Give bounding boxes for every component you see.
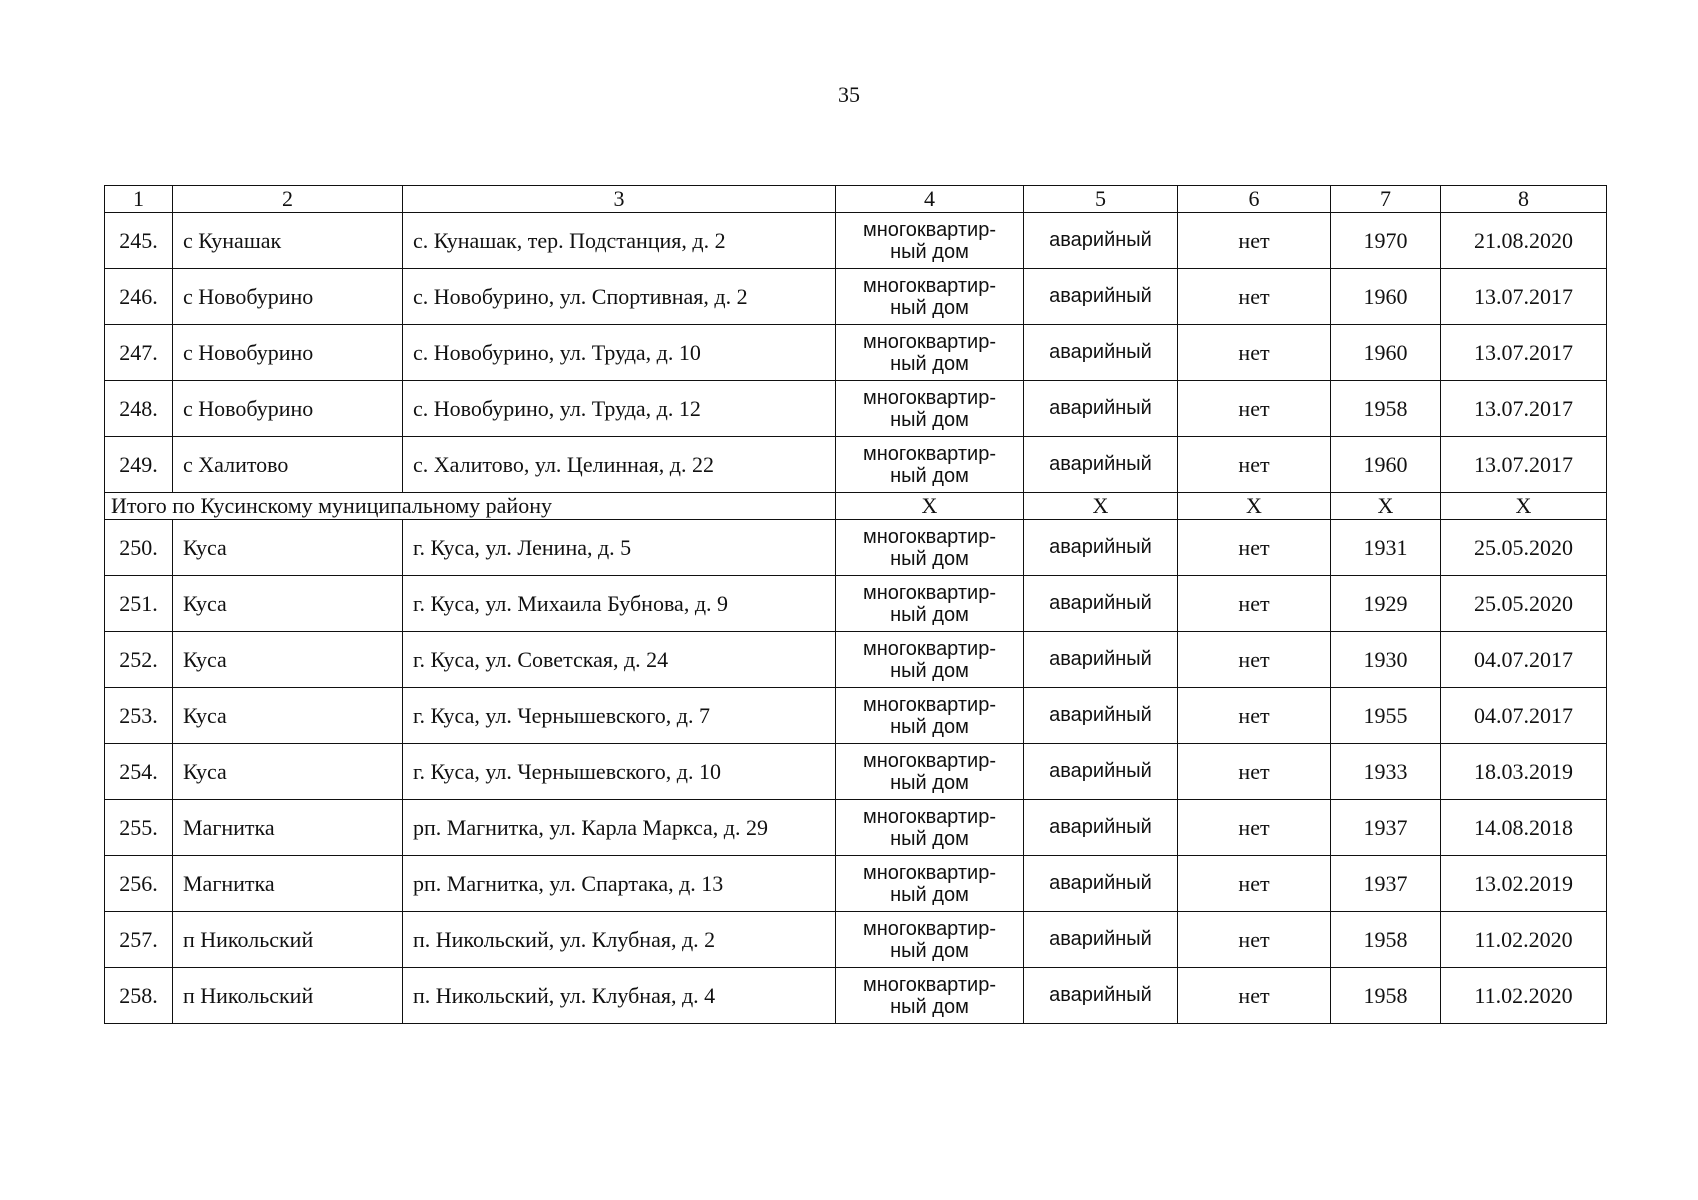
decision-date: 13.07.2017 xyxy=(1441,381,1607,437)
row-number: 247. xyxy=(105,325,173,381)
subtotal-label: Итого по Кусинскому муниципальному району xyxy=(105,493,836,520)
house-address: г. Куса, ул. Чернышевского, д. 10 xyxy=(403,744,836,800)
decision-date: 25.05.2020 xyxy=(1441,576,1607,632)
building-type xyxy=(836,968,1024,1024)
building-type-line-2: ный дом xyxy=(890,715,969,738)
building-type xyxy=(836,520,1024,576)
house-address: г. Куса, ул. Чернышевского, д. 7 xyxy=(403,688,836,744)
building-type-line-2: ный дом xyxy=(890,827,969,850)
subtotal-mark: X xyxy=(1024,493,1178,520)
building-type-line-2: ный дом xyxy=(890,995,969,1018)
flag-value: нет xyxy=(1178,213,1331,269)
house-address: с. Новобурино, ул. Труда, д. 10 xyxy=(403,325,836,381)
settlement-name: с Новобурино xyxy=(173,325,403,381)
settlement-name: с Халитово xyxy=(173,437,403,493)
house-address: с. Новобурино, ул. Спортивная, д. 2 xyxy=(403,269,836,325)
building-type xyxy=(836,800,1024,856)
house-address: с. Кунашак, тер. Подстанция, д. 2 xyxy=(403,213,836,269)
building-type-line-2: ный дом xyxy=(890,883,969,906)
row-number: 256. xyxy=(105,856,173,912)
build-year: 1960 xyxy=(1331,269,1441,325)
flag-value: нет xyxy=(1178,576,1331,632)
flag-value: нет xyxy=(1178,968,1331,1024)
building-type-line-1: многоквартир- xyxy=(863,637,996,660)
table-row xyxy=(105,213,1607,269)
condition-status: аварийный xyxy=(1024,800,1178,856)
row-number: 254. xyxy=(105,744,173,800)
building-type-line-1: многоквартир- xyxy=(863,274,996,297)
building-type xyxy=(836,632,1024,688)
house-address: рп. Магнитка, ул. Спартака, д. 13 xyxy=(403,856,836,912)
table-row xyxy=(105,800,1607,856)
table-row xyxy=(105,744,1607,800)
column-number-2: 2 xyxy=(173,186,403,213)
building-type-line-1: многоквартир- xyxy=(863,861,996,884)
condition-status: аварийный xyxy=(1024,213,1178,269)
flag-value: нет xyxy=(1178,744,1331,800)
settlement-name: Магнитка xyxy=(173,800,403,856)
settlement-name: п Никольский xyxy=(173,968,403,1024)
building-type-line-1: многоквартир- xyxy=(863,386,996,409)
building-type-line-2: ный дом xyxy=(890,240,969,263)
house-address: г. Куса, ул. Советская, д. 24 xyxy=(403,632,836,688)
table-row xyxy=(105,381,1607,437)
building-type-line-1: многоквартир- xyxy=(863,442,996,465)
flag-value: нет xyxy=(1178,520,1331,576)
building-type xyxy=(836,912,1024,968)
table-row xyxy=(105,688,1607,744)
row-number: 246. xyxy=(105,269,173,325)
decision-date: 14.08.2018 xyxy=(1441,800,1607,856)
building-type-line-2: ный дом xyxy=(890,296,969,319)
condition-status: аварийный xyxy=(1024,856,1178,912)
table-row xyxy=(105,437,1607,493)
building-type-line-2: ный дом xyxy=(890,939,969,962)
settlement-name: Куса xyxy=(173,632,403,688)
condition-status: аварийный xyxy=(1024,269,1178,325)
building-type xyxy=(836,688,1024,744)
condition-status: аварийный xyxy=(1024,325,1178,381)
decision-date: 04.07.2017 xyxy=(1441,632,1607,688)
building-type-line-1: многоквартир- xyxy=(863,749,996,772)
flag-value: нет xyxy=(1178,632,1331,688)
page-number: 35 xyxy=(838,82,860,107)
building-type-line-2: ный дом xyxy=(890,771,969,794)
settlement-name: Куса xyxy=(173,688,403,744)
building-type-line-1: многоквартир- xyxy=(863,218,996,241)
flag-value: нет xyxy=(1178,800,1331,856)
settlement-name: с Новобурино xyxy=(173,269,403,325)
table-body xyxy=(105,213,1607,1024)
decision-date: 13.07.2017 xyxy=(1441,269,1607,325)
build-year: 1970 xyxy=(1331,213,1441,269)
table-row xyxy=(105,856,1607,912)
building-type-line-1: многоквартир- xyxy=(863,525,996,548)
row-number: 250. xyxy=(105,520,173,576)
column-number-3: 3 xyxy=(403,186,836,213)
build-year: 1958 xyxy=(1331,381,1441,437)
build-year: 1930 xyxy=(1331,632,1441,688)
house-address: г. Куса, ул. Михаила Бубнова, д. 9 xyxy=(403,576,836,632)
column-number-4: 4 xyxy=(836,186,1024,213)
flag-value: нет xyxy=(1178,688,1331,744)
building-type-line-1: многоквартир- xyxy=(863,973,996,996)
subtotal-mark: X xyxy=(1178,493,1331,520)
row-number: 245. xyxy=(105,213,173,269)
build-year: 1958 xyxy=(1331,968,1441,1024)
decision-date: 18.03.2019 xyxy=(1441,744,1607,800)
settlement-name: Магнитка xyxy=(173,856,403,912)
table-row xyxy=(105,325,1607,381)
column-number-7: 7 xyxy=(1331,186,1441,213)
table-row xyxy=(105,968,1607,1024)
build-year: 1933 xyxy=(1331,744,1441,800)
house-address: п. Никольский, ул. Клубная, д. 4 xyxy=(403,968,836,1024)
flag-value: нет xyxy=(1178,381,1331,437)
decision-date: 04.07.2017 xyxy=(1441,688,1607,744)
flag-value: нет xyxy=(1178,437,1331,493)
column-number-5: 5 xyxy=(1024,186,1178,213)
condition-status: аварийный xyxy=(1024,381,1178,437)
table-row xyxy=(105,632,1607,688)
build-year: 1931 xyxy=(1331,520,1441,576)
subtotal-row xyxy=(105,493,1607,520)
row-number: 251. xyxy=(105,576,173,632)
building-type-line-2: ный дом xyxy=(890,464,969,487)
column-number-6: 6 xyxy=(1178,186,1331,213)
building-type-line-2: ный дом xyxy=(890,659,969,682)
build-year: 1937 xyxy=(1331,800,1441,856)
build-year: 1960 xyxy=(1331,437,1441,493)
build-year: 1929 xyxy=(1331,576,1441,632)
condition-status: аварийный xyxy=(1024,912,1178,968)
column-number-1: 1 xyxy=(105,186,173,213)
table-row xyxy=(105,520,1607,576)
house-address: рп. Магнитка, ул. Карла Маркса, д. 29 xyxy=(403,800,836,856)
building-type xyxy=(836,269,1024,325)
house-address: г. Куса, ул. Ленина, д. 5 xyxy=(403,520,836,576)
table-row xyxy=(105,269,1607,325)
flag-value: нет xyxy=(1178,325,1331,381)
condition-status: аварийный xyxy=(1024,632,1178,688)
settlement-name: Куса xyxy=(173,576,403,632)
settlement-name: с Кунашак xyxy=(173,213,403,269)
building-type xyxy=(836,381,1024,437)
building-type-line-2: ный дом xyxy=(890,352,969,375)
build-year: 1958 xyxy=(1331,912,1441,968)
building-type-line-1: многоквартир- xyxy=(863,330,996,353)
row-number: 258. xyxy=(105,968,173,1024)
table-header xyxy=(105,186,1607,213)
building-type xyxy=(836,213,1024,269)
build-year: 1937 xyxy=(1331,856,1441,912)
decision-date: 13.07.2017 xyxy=(1441,437,1607,493)
row-number: 253. xyxy=(105,688,173,744)
flag-value: нет xyxy=(1178,912,1331,968)
building-type xyxy=(836,437,1024,493)
building-type xyxy=(836,325,1024,381)
decision-date: 11.02.2020 xyxy=(1441,968,1607,1024)
building-type-line-2: ный дом xyxy=(890,547,969,570)
building-type xyxy=(836,744,1024,800)
flag-value: нет xyxy=(1178,269,1331,325)
building-type-line-1: многоквартир- xyxy=(863,581,996,604)
condition-status: аварийный xyxy=(1024,520,1178,576)
row-number: 252. xyxy=(105,632,173,688)
condition-status: аварийный xyxy=(1024,576,1178,632)
column-number-8: 8 xyxy=(1441,186,1607,213)
flag-value: нет xyxy=(1178,856,1331,912)
building-type xyxy=(836,856,1024,912)
decision-date: 21.08.2020 xyxy=(1441,213,1607,269)
condition-status: аварийный xyxy=(1024,744,1178,800)
row-number: 257. xyxy=(105,912,173,968)
subtotal-mark: X xyxy=(1331,493,1441,520)
settlement-name: Куса xyxy=(173,744,403,800)
building-type-line-1: многоквартир- xyxy=(863,805,996,828)
decision-date: 13.07.2017 xyxy=(1441,325,1607,381)
registry-table xyxy=(104,185,1607,1024)
house-address: с. Новобурино, ул. Труда, д. 12 xyxy=(403,381,836,437)
settlement-name: с Новобурино xyxy=(173,381,403,437)
build-year: 1960 xyxy=(1331,325,1441,381)
row-number: 255. xyxy=(105,800,173,856)
house-address: с. Халитово, ул. Целинная, д. 22 xyxy=(403,437,836,493)
condition-status: аварийный xyxy=(1024,437,1178,493)
subtotal-mark: X xyxy=(1441,493,1607,520)
subtotal-mark: X xyxy=(836,493,1024,520)
decision-date: 13.02.2019 xyxy=(1441,856,1607,912)
building-type-line-2: ный дом xyxy=(890,408,969,431)
decision-date: 25.05.2020 xyxy=(1441,520,1607,576)
settlement-name: Куса xyxy=(173,520,403,576)
table-row xyxy=(105,912,1607,968)
column-number-row xyxy=(105,186,1607,213)
condition-status: аварийный xyxy=(1024,968,1178,1024)
building-type xyxy=(836,576,1024,632)
condition-status: аварийный xyxy=(1024,688,1178,744)
building-type-line-1: многоквартир- xyxy=(863,917,996,940)
building-type-line-1: многоквартир- xyxy=(863,693,996,716)
house-address: п. Никольский, ул. Клубная, д. 2 xyxy=(403,912,836,968)
table-row xyxy=(105,576,1607,632)
building-type-line-2: ный дом xyxy=(890,603,969,626)
row-number: 249. xyxy=(105,437,173,493)
decision-date: 11.02.2020 xyxy=(1441,912,1607,968)
row-number: 248. xyxy=(105,381,173,437)
build-year: 1955 xyxy=(1331,688,1441,744)
settlement-name: п Никольский xyxy=(173,912,403,968)
